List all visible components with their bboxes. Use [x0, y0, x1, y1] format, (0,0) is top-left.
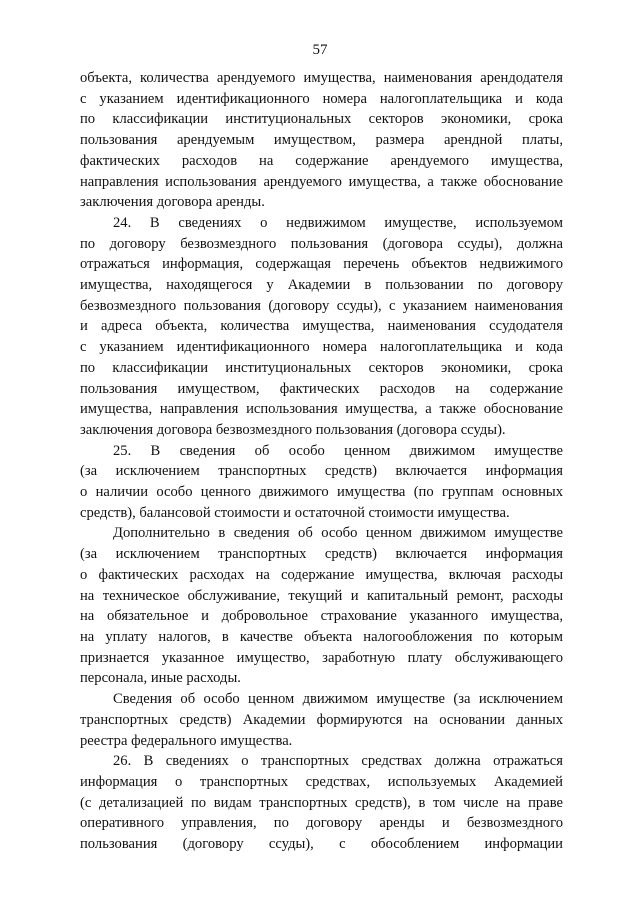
- text-line: заключения договора аренды.: [80, 194, 265, 211]
- paragraph-26: [80, 751, 563, 855]
- text-line: безвозмездного пользования (договору ссуды), с указанием наименования: [80, 297, 563, 314]
- page-number: 57: [312, 42, 328, 58]
- text-line: имущества, находящегося у Академии в пользовании по договору: [80, 277, 563, 294]
- text-line: с указанием идентификационного номера налогоплательщика и кода: [80, 339, 563, 356]
- text-line: пользования (договору ссуды), с обособлением информации: [80, 836, 563, 853]
- text-line: Дополнительно в сведения об особо ценном движимом имуществе: [113, 525, 563, 542]
- text-line: по договору безвозмездного пользования (договора ссуды), должна: [80, 235, 563, 252]
- text-line: фактических расходов на содержание арендуемого имущества,: [80, 152, 563, 169]
- text-line: информация о транспортных средствах, используемых Академией: [80, 773, 563, 790]
- text-line: и адреса объекта, количества имущества, наименования ссудодателя: [80, 318, 563, 335]
- text-line: средств), балансовой стоимости и остаточной стоимости имущества.: [80, 504, 510, 521]
- paragraph-additional: [80, 523, 563, 689]
- text-line: на уплату налогов, в качестве объекта налогообложения по которым: [80, 628, 563, 645]
- text-line: Сведения об особо ценном движимом имуществе (за исключением: [113, 691, 563, 708]
- text-line: имущества, направления использования имущества, а также обоснование: [80, 401, 563, 418]
- text-line: объекта, количества арендуемого имущества, наименования арендодателя: [80, 70, 563, 86]
- paragraph-25: [80, 441, 563, 524]
- text-line: 25. В сведения об особо ценном движимом имуществе: [113, 442, 563, 459]
- text-line: о фактических расходах на содержание имущества, включая расходы: [80, 566, 563, 583]
- text-line: по классификации институциональных секторов экономики, срока: [80, 359, 563, 376]
- text-line: направления использования арендуемого имущества, а также обоснование: [80, 173, 563, 190]
- text-line: (за исключением транспортных средств) включается информация: [80, 463, 563, 480]
- paragraph-24: [80, 213, 563, 441]
- paragraph-continuation: [80, 68, 563, 213]
- text-line: отражаться информация, содержащая перечень объектов недвижимого: [80, 256, 563, 273]
- text-line: с указанием идентификационного номера налогоплательщика и кода: [80, 90, 563, 107]
- text-line: заключения договора безвозмездного пользования (договора ссуды).: [80, 421, 506, 438]
- text-line: оперативного управления, по договору аренды и безвозмездного: [80, 815, 563, 832]
- text-line: признается указанное имущество, заработную плату обслуживающего: [80, 649, 563, 666]
- document-body: [80, 68, 563, 855]
- text-line: на техническое обслуживание, текущий и капитальный ремонт, расходы: [80, 587, 563, 604]
- text-line: по классификации институциональных секторов экономики, срока: [80, 111, 563, 128]
- paragraph-registry: [80, 689, 563, 751]
- text-line: 26. В сведениях о транспортных средствах должна отражаться: [113, 753, 563, 770]
- text-line: на обязательное и добровольное страхование указанного имущества,: [80, 608, 563, 625]
- text-line: пользования имуществом, фактических расходов на содержание: [80, 380, 563, 397]
- text-line: (за исключением транспортных средств) включается информация: [80, 546, 563, 563]
- text-line: транспортных средств) Академии формируются на основании данных: [80, 711, 563, 728]
- text-line: персонала, иные расходы.: [80, 670, 241, 687]
- text-line: 24. В сведениях о недвижимом имуществе, используемом: [113, 214, 563, 231]
- text-line: (с детализацией по видам транспортных средств), в том числе на праве: [80, 794, 563, 811]
- text-line: реестра федерального имущества.: [80, 732, 293, 749]
- text-line: о наличии особо ценного движимого имущества (по группам основных: [80, 484, 563, 501]
- text-line: пользования арендуемым имуществом, размера арендной платы,: [80, 132, 563, 149]
